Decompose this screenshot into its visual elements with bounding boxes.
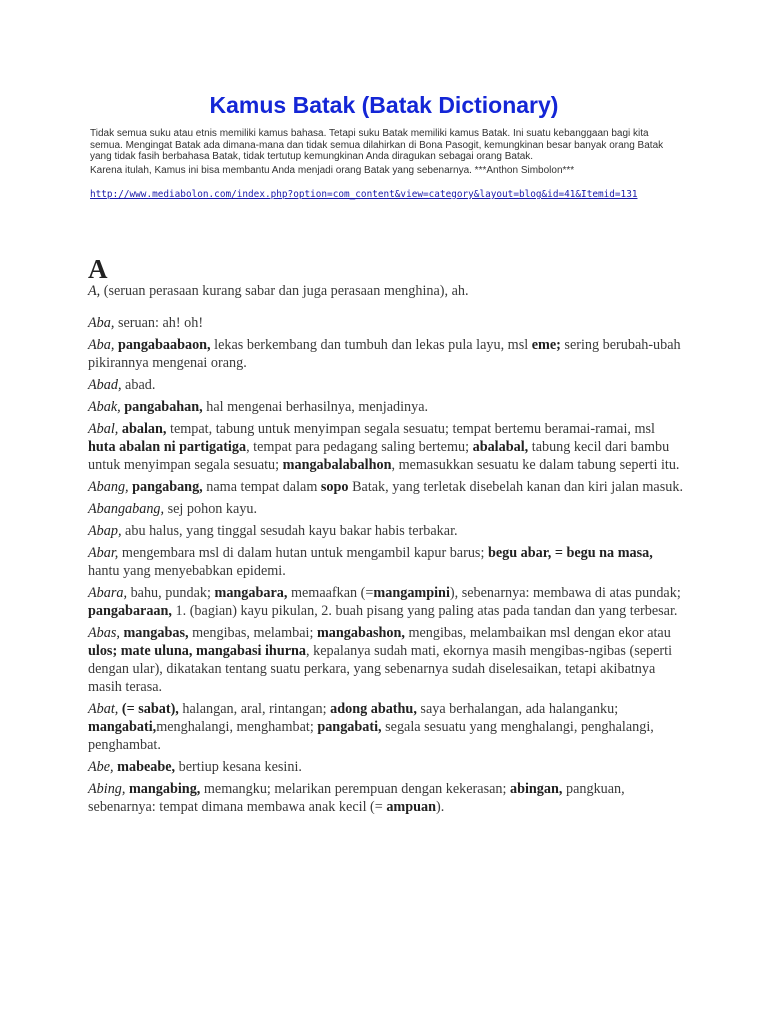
entry-headword: Abad, bbox=[88, 377, 122, 393]
entry-term: (= sabat), bbox=[121, 701, 179, 717]
entry-term: pangabaabaon, bbox=[117, 337, 211, 353]
entry-headword: Abang, bbox=[88, 479, 129, 495]
entry-text: tabung kecil dari bambu untuk menyimpan segala sesuatu; bbox=[88, 439, 670, 473]
entry-term: ampuan bbox=[386, 799, 437, 815]
entry-term: ulos; mate uluna, mangabasi ihurna bbox=[88, 643, 306, 659]
dictionary-entry bbox=[88, 420, 684, 474]
entry-text: mengembara msl di dalam hutan untuk mengambil kapur barus; bbox=[118, 545, 488, 561]
entry-headword: Aba, bbox=[88, 315, 115, 331]
entry-term: sopo bbox=[320, 479, 349, 495]
entry-term: abalan, bbox=[121, 421, 167, 437]
page-title: Kamus Batak (Batak Dictionary) bbox=[209, 92, 559, 118]
entry-headword: Abara, bbox=[88, 585, 128, 601]
entry-headword: Abak, bbox=[88, 399, 121, 415]
entry-text: abu halus, yang tinggal sesudah kayu bakar habis terbakar. bbox=[121, 523, 458, 539]
entry-text: saya berhalangan, ada halanganku; bbox=[416, 701, 619, 717]
dictionary-entry bbox=[88, 282, 684, 300]
entry-text: mengibas, melambai; bbox=[188, 625, 317, 641]
entry-text: tempat, tabung untuk menyimpan segala sesuatu; tempat bertemu beramai-ramai, msl bbox=[166, 421, 655, 437]
dictionary-entry bbox=[88, 376, 684, 394]
entry-text: halangan, aral, rintangan; bbox=[178, 701, 331, 717]
entry-text: ). bbox=[436, 799, 445, 815]
entry-text: hantu yang menyebabkan epidemi. bbox=[88, 563, 286, 579]
intro-paragraph: Tidak semua suku atau etnis memiliki kamus bahasa. Tetapi suku Batak memiliki kamus Batak. Ini suatu kebanggaan bagi kita semua. Mengingat Batak ada dimana-mana dan tidak semua dilahirkan di Bona Pasogit, kemungkinan besar banyak orang Batak yang tidak fasih berbahasa Batak, tidak tertutup kemungkinan Anda diragukan sebagai orang Batak. bbox=[90, 128, 664, 162]
dictionary-entries bbox=[88, 282, 684, 820]
entry-text: memangku; melarikan perempuan dengan kekerasan; bbox=[200, 781, 510, 797]
entry-term: mangampini bbox=[373, 585, 450, 601]
entry-term: begu abar, = begu na masa, bbox=[487, 545, 653, 561]
entry-headword: Abing, bbox=[88, 781, 126, 797]
entry-term: huta abalan ni partigatiga bbox=[88, 439, 247, 455]
dictionary-entry bbox=[88, 758, 684, 776]
dictionary-entry bbox=[88, 522, 684, 540]
entry-headword: A, bbox=[88, 283, 101, 299]
entry-text: seruan: ah! oh! bbox=[114, 315, 204, 331]
entry-text: sej pohon kayu. bbox=[164, 501, 258, 517]
entry-term: adong abathu, bbox=[330, 701, 417, 717]
entry-term: abalabal, bbox=[472, 439, 529, 455]
entry-text: 1. (bagian) kayu pikulan, 2. buah pisang yang paling atas pada tandan dan yang terbesar. bbox=[171, 603, 678, 619]
entry-term: mangabas, bbox=[123, 625, 189, 641]
entry-headword: Aba, bbox=[88, 337, 115, 353]
entry-text: segala sesuatu yang menghalangi, penghalangi, penghambat. bbox=[88, 719, 654, 753]
entry-term: mangabalabalhon bbox=[282, 457, 392, 473]
dictionary-entry bbox=[88, 584, 684, 620]
entry-text: pangkuan, sebenarnya: tempat dimana membawa anak kecil (= bbox=[88, 781, 625, 815]
entry-term: abingan, bbox=[509, 781, 563, 797]
entry-text: menghalangi, menghambat; bbox=[156, 719, 318, 735]
dictionary-entry bbox=[88, 700, 684, 754]
entry-text: ), sebenarnya: membawa di atas pundak; bbox=[449, 585, 681, 601]
entry-headword: Abar, bbox=[88, 545, 119, 561]
dictionary-entry bbox=[88, 780, 684, 816]
source-link[interactable]: http://www.mediabolon.com/index.php?option=com_content&view=category&layout=blog&id=41&Itemid=131 bbox=[90, 189, 638, 200]
entry-term: eme; bbox=[531, 337, 561, 353]
entry-term: mangabara, bbox=[214, 585, 288, 601]
intro-text bbox=[90, 128, 680, 178]
entry-headword: Abangabang, bbox=[88, 501, 165, 517]
entry-text: , memasukkan sesuatu ke dalam tabung seperti itu. bbox=[391, 457, 680, 473]
dictionary-entry bbox=[88, 398, 684, 416]
entry-headword: Abe, bbox=[88, 759, 114, 775]
dictionary-entry bbox=[88, 500, 684, 518]
entry-text: , tempat para pedagang saling bertemu; bbox=[246, 439, 473, 455]
entry-text: memaafkan (= bbox=[287, 585, 374, 601]
entry-term: mangabing, bbox=[128, 781, 201, 797]
dictionary-entry bbox=[88, 336, 684, 372]
entry-headword: Abat, bbox=[88, 701, 119, 717]
dictionary-entry bbox=[88, 624, 684, 696]
entry-text: hal mengenai berhasilnya, menjadinya. bbox=[202, 399, 429, 415]
entry-text: abad. bbox=[121, 377, 156, 393]
entry-text: sering berubah-ubah pikirannya mengenai orang. bbox=[88, 337, 681, 371]
entry-text: bertiup kesana kesini. bbox=[175, 759, 302, 775]
dictionary-entry bbox=[88, 478, 684, 496]
entry-text: bahu, pundak; bbox=[127, 585, 215, 601]
entry-term: pangabaraan, bbox=[88, 603, 172, 619]
entry-text: mengibas, melambaikan msl dengan ekor atau bbox=[404, 625, 671, 641]
dictionary-entry bbox=[88, 544, 684, 580]
entry-text: , kepalanya sudah mati, ekornya masih mengibas-ngibas (seperti dengan ular), dikatakan tentang suatu perkara, yang sebenarnya sudah diselesaikan, tetapi akibatnya masih terasa. bbox=[88, 643, 673, 695]
entry-term: mangabashon, bbox=[316, 625, 405, 641]
section-letter: A bbox=[88, 254, 108, 284]
entry-text: Batak, yang terletak disebelah kanan dan kiri jalan masuk. bbox=[348, 479, 683, 495]
entry-headword: Abal, bbox=[88, 421, 119, 437]
intro-paragraph: Karena itulah, Kamus ini bisa membantu Anda menjadi orang Batak yang sebenarnya. ***Anthon Simbolon*** bbox=[90, 164, 575, 176]
dictionary-entry bbox=[88, 314, 684, 332]
entry-term: mabeabe, bbox=[117, 759, 176, 775]
entry-headword: Abap, bbox=[88, 523, 122, 539]
entry-term: mangabati, bbox=[88, 719, 157, 735]
entry-term: pangabang, bbox=[132, 479, 203, 495]
entry-text: lekas berkembang dan tumbuh dan lekas pula layu, msl bbox=[210, 337, 532, 353]
entry-term: pangabati, bbox=[317, 719, 382, 735]
entry-text: (seruan perasaan kurang sabar dan juga perasaan menghina), ah. bbox=[100, 283, 469, 299]
entry-term: pangabahan, bbox=[124, 399, 203, 415]
entry-headword: Abas, bbox=[88, 625, 120, 641]
entry-text: nama tempat dalam bbox=[202, 479, 321, 495]
